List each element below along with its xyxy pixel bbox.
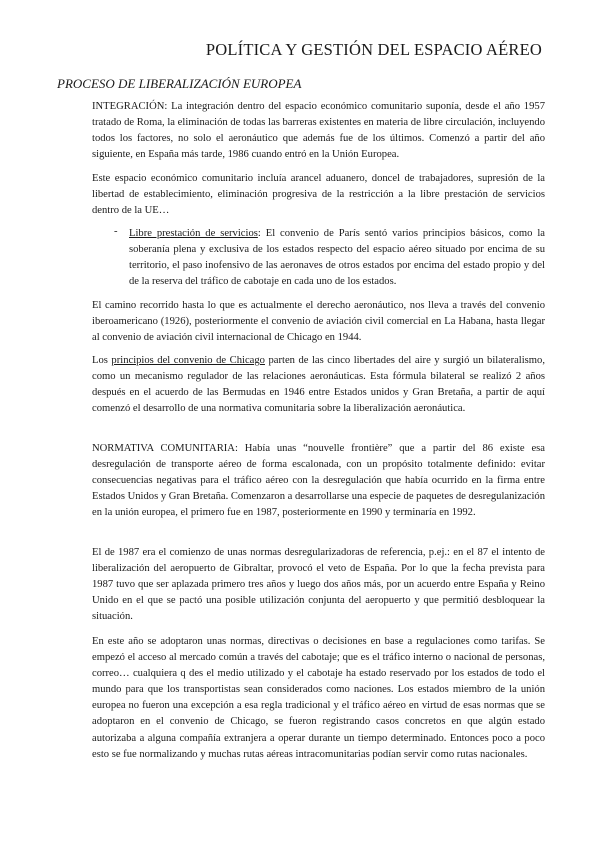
paragraph-integracion: INTEGRACIÓN: La integración dentro del espacio económico comunitario suponía, desde el año 1957 tratado de Roma, la eliminación de todas las barreras existentes en materia de libre circulación, incluyendo todos los factores, no solo el aeronáutico que además fue de los últimos. Comenzó a partir del año siguiente, en España más tarde, 1986 cuando entró en la Unión Europea. <box>92 101 545 161</box>
p4-lead: Los <box>92 355 112 366</box>
paragraph-espacio-economico: Este espacio económico comunitario incluía arancel aduanero, doncel de trabajadores, supresión de la libertad de establecimiento, eliminación progresiva de la restricción a la libre prestación de servicios dentro de la UE… <box>92 173 545 217</box>
paragraph-principios-chicago <box>92 353 545 417</box>
paragraph-cabotaje: En este año se adoptaron unas normas, directivas o decisiones en base a regulaciones como tarifas. Se empezó el acceso al mercado común a través del cabotaje; que es el tráfico interno o nacional de personas, correo… cualquiera q des el medio utilizado y el cabotaje ha estado reservado por los estados de todo el mundo para que los transportistas sean considerados como naciones. Los estados miembro de la unión europea no fueron una excepción a esa regla tradicional y el tráfico aéreo en virtud de esas normas que se adoptaron en el convenio de Chicago, se fueron registrando casos concretos en que algún estado autorizaba a alguna compañía extranjera a operar durante un tiempo determinado. Entonces poco a poco esto se fue normalizando y muchas rutas aéreas intracomunitarias podían servir como rutas nacionales. <box>92 636 545 760</box>
paragraph-normativa-comunitaria: NORMATIVA COMUNITARIA: Había unas “nouvelle frontière” que a partir del 86 existe esa desregulación de transporte aéreo de forma escalonada, con un propósito totalmente definido: evitar consecuencias negativas para el tráfico aéreo con la desregulación que había ocurrido en la firma entre Estados Unidos y Gran Bretaña. Comenzaron a desarrollarse una especie de paquetes de desregulanización en la unión europea, el primero fue en 1987, posteriormente en 1990 y terminaría en 1992. <box>92 443 546 519</box>
chicago-principles-link[interactable]: principios del convenio de Chicago <box>111 355 265 366</box>
paragraph-camino-recorrido: El camino recorrido hasta lo que es actualmente el derecho aeronáutico, nos lleva a través del convenio iberoamericano (1926), posteriormente el convenio de aviación civil comercial en La Habana, hasta llegar al convenio de aviación civil internacional de Chicago en 1944. <box>92 300 545 344</box>
paragraph-1987: El de 1987 era el comienzo de unas normas desregularizadoras de referencia, p.ej.: en el 87 el intento de liberalización del aeropuerto de Gibraltar, provocó el veto de España. Por lo que la fecha prevista para 1987 tuvo que ser aplazada primero tres años y luego dos años más, por un acuerdo entre España y Reino Unido en el que se pactó una posible utilización conjunta del aeropuerto y que permitió desbloquear la situación. <box>92 547 545 623</box>
p4-body: parten de las cinco libertades del aire y surgió un bilateralismo, como un mecanismo regulador de las relaciones aeronáuticas. Esta fórmula bilateral se realizó 2 años después en el acuerdo de las Bermudas en 1946 entre Estados unidos y Gran Bretaña, a partir de aquí comenzó el desarrollo de una normativa comunitaria sobre la liberalización aeronáutica. <box>92 355 545 415</box>
bullet-marker: - <box>114 226 118 237</box>
section-title: PROCESO DE LIBERALIZACIÓN EUROPEA <box>57 76 302 91</box>
bullet-text <box>129 226 545 290</box>
bullet-term-link[interactable]: Libre prestación de servicios <box>129 228 258 239</box>
bullet-body: : El convenio de París sentó varios principios básicos, como la soberanía plena y exclusiva de los estados respecto del espacio aéreo situado por encima de su territorio, el paso inofensivo de las aeronaves de otros estados por encima del estado propio y del de la reserva del tráfico de cabotaje en cada uno de los estados. <box>129 228 546 288</box>
page-title: POLÍTICA Y GESTIÓN DEL ESPACIO AÉREO <box>205 40 542 59</box>
